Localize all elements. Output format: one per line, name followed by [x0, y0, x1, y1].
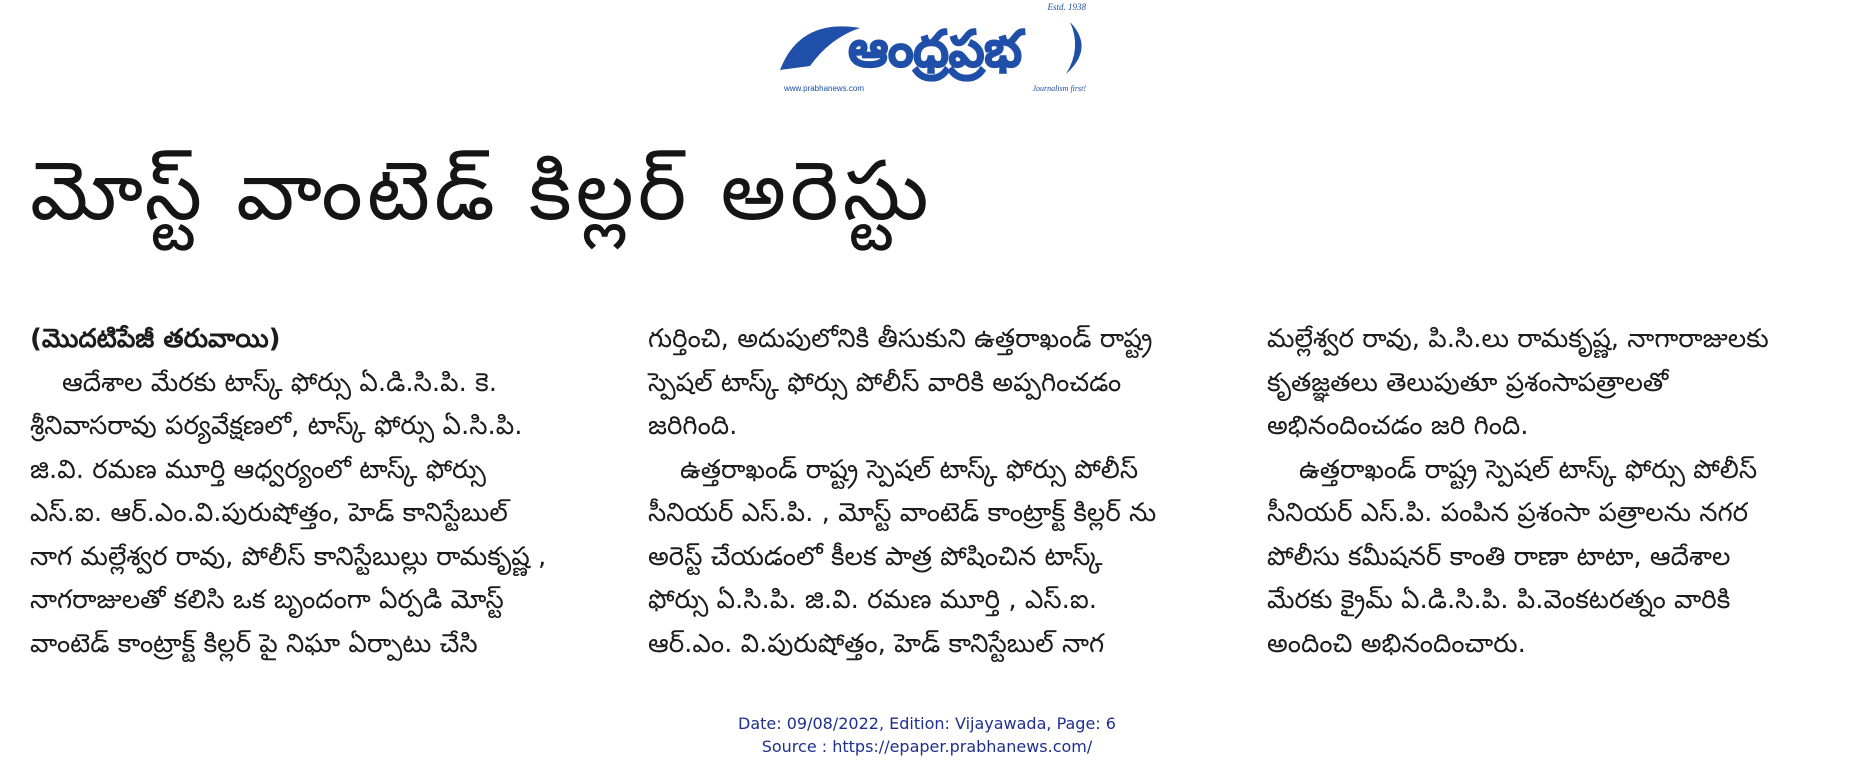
- text-line: ఉత్తరాఖండ్ రాష్ట్ర స్పెషల్ టాస్క్ ఫోర్సు పోలీస్: [1299, 454, 1758, 485]
- article-column-2: [648, 318, 1238, 666]
- text-line: ఆదేశాల మేరకు టాస్క్ ఫోర్సు ఏ.డి.సి.పి. కె.: [62, 367, 497, 398]
- text-line: మల్లేశ్వర రావు, పి.సి.లు రామకృష్ణ, నాగారాజులకు: [1267, 324, 1769, 354]
- text-line: అభినందించడం జరి గింది.: [1267, 411, 1529, 441]
- text-line: మేరకు క్రైమ్ ఏ.డి.సి.పి. పి.వెంకటరత్నం వారికి: [1267, 585, 1731, 615]
- text-line: పోలీసు కమీషనర్ కాంతి రాణా టాటా, ఆదేశాల: [1267, 541, 1731, 572]
- masthead: [770, 2, 1100, 98]
- masthead-estd: Estd. 1938: [1047, 2, 1086, 12]
- text-line: సీనియర్ ఎస్.పి. , మోస్ట్ వాంటెడ్ కాంట్రాక్ట్ కిల్లర్ ను: [648, 498, 1157, 528]
- masthead-url: www.prabhanews.com: [784, 84, 865, 93]
- article-clipping: [0, 110, 1854, 698]
- text-line: ఫోర్సు ఏ.సి.పి. జి.వి. రమణ మూర్తి , ఎస్.ఐ.: [648, 585, 1098, 615]
- text-line: వాంటెడ్ కాంట్రాక్ట్ కిల్లర్ పై నిఘా ఏర్పాటు చేసి: [30, 628, 478, 659]
- text-line: శ్రీనివాసరావు పర్యవేక్షణలో, టాస్క్ ఫోర్సు ఏ.సి.పి.: [30, 411, 523, 441]
- article-column-3: [1267, 318, 1854, 666]
- continued-from-front-page: (మొదటిపేజీ తరువాయి): [30, 324, 281, 354]
- text-line: ఎస్.ఐ. ఆర్.ఎం.వి.పురుషోత్తం, హెడ్ కానిస్టేబుల్: [30, 498, 508, 528]
- masthead-tagline: Journalism first!: [1032, 84, 1086, 93]
- newspaper-logo: [770, 8, 1100, 82]
- text-line: సీనియర్ ఎస్.పి. పంపిన ప్రశంసా పత్రాలను నగర: [1267, 498, 1749, 528]
- text-line: గుర్తించి, అదుపులోనికి తీసుకుని ఉత్తరాఖండ్ రాష్ట్ర: [648, 324, 1153, 354]
- article-headline: మోస్ట్ వాంటెడ్ కిల్లర్ అరెస్టు: [30, 144, 933, 239]
- text-line: స్పెషల్ టాస్క్ ఫోర్సు పోలీస్ వారికి అప్పగించడం: [648, 367, 1122, 398]
- text-line: నాగ మల్లేశ్వర రావు, పోలీస్ కానిస్టేబుల్లు రామకృష్ణ ,: [30, 541, 547, 572]
- clipping-footer: [0, 712, 1854, 758]
- text-line: ఉత్తరాఖండ్ రాష్ట్ర స్పెషల్ టాస్క్ ఫోర్సు పోలీస్: [680, 454, 1139, 485]
- edition-info: Date: 09/08/2022, Edition: Vijayawada, Page: 6: [738, 714, 1116, 733]
- text-line: కృతజ్ఞతలు తెలుపుతూ ప్రశంసాపత్రాలతో: [1267, 367, 1669, 398]
- text-line: ఆర్.ఎం. వి.పురుషోత్తం, హెడ్ కానిస్టేబుల్ నాగ: [648, 628, 1105, 659]
- text-line: జరిగింది.: [648, 411, 738, 441]
- source-link: Source : https://epaper.prabhanews.com/: [761, 737, 1093, 756]
- text-line: జి.వి. రమణ మూర్తి ఆధ్వర్యంలో టాస్క్ ఫోర్సు: [30, 454, 486, 485]
- text-line: అందించి అభినందించారు.: [1267, 628, 1526, 659]
- text-line: అరెస్ట్ చేయడంలో కీలక పాత్ర పోషించిన టాస్క్: [648, 541, 1103, 572]
- article-column-1: [30, 318, 620, 666]
- text-line: నాగరాజులతో కలిసి ఒక బృందంగా ఏర్పడి మోస్ట్: [30, 585, 504, 615]
- svg-text:ఆంధ్రప్రభ: ఆంధ్రప్రభ: [848, 20, 1022, 78]
